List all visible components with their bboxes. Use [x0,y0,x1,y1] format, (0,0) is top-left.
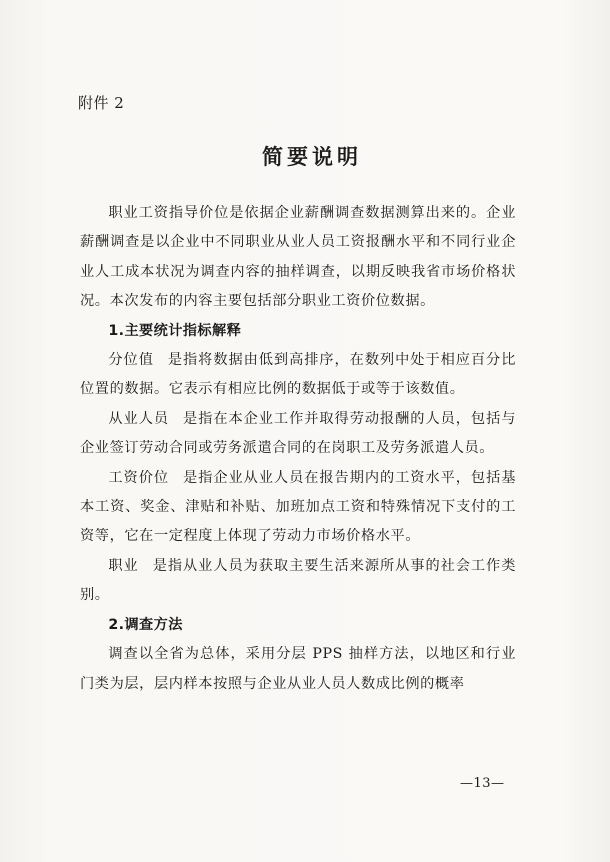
definition-paragraph [80,405,516,464]
definition-term: 分位值 [108,352,154,369]
document-body [80,199,516,699]
page-number: —13— [460,776,505,791]
document-title: 简要说明 [262,145,362,169]
definition-text: 是指将数据由低到高排序，在数列中处于相应百分比位置的数据。它表示有相应比例的数据低于或等于该数值。 [80,352,516,398]
definition-term: 职业 [108,557,139,574]
definition-term: 从业人员 [108,410,170,427]
definition-paragraph [80,464,516,552]
method-paragraph: 调查以全省为总体，采用分层 PPS 抽样方法，以地区和行业门类为层，层内样本按照与企业从业人员人数成比例的概率 [80,646,516,692]
definition-paragraph [80,346,516,405]
intro-paragraph: 职业工资指导价位是依据企业薪酬调查数据测算出来的。企业薪酬调查是以企业中不同职业从业人员工资报酬水平和不同行业企业人工成本状况为调查内容的抽样调查，以期反映我省市场价格状况。本次发布的内容主要包括部分职业工资价位数据。 [80,205,516,310]
definition-text: 是指企业从业人员在报告期内的工资水平，包括基本工资、奖金、津贴和补贴、加班加点工资和特殊情况下支付的工资等，它在一定程度上体现了劳动力市场价格水平。 [80,469,517,545]
definition-text: 是指从业人员为获取主要生活来源所从事的社会工作类别。 [80,557,516,604]
section-heading-method: 2.调查方法 [108,616,183,633]
definition-paragraph [80,552,516,611]
definition-text: 是指在本企业工作并取得劳动报酬的人员，包括与企业签订劳动合同或劳务派遣合同的在岗职工及劳务派遣人员。 [80,410,517,457]
definition-term: 工资价位 [108,469,170,486]
section-heading-indicators: 1.主要统计指标解释 [108,322,242,339]
attachment-label: 附件 2 [78,94,125,112]
